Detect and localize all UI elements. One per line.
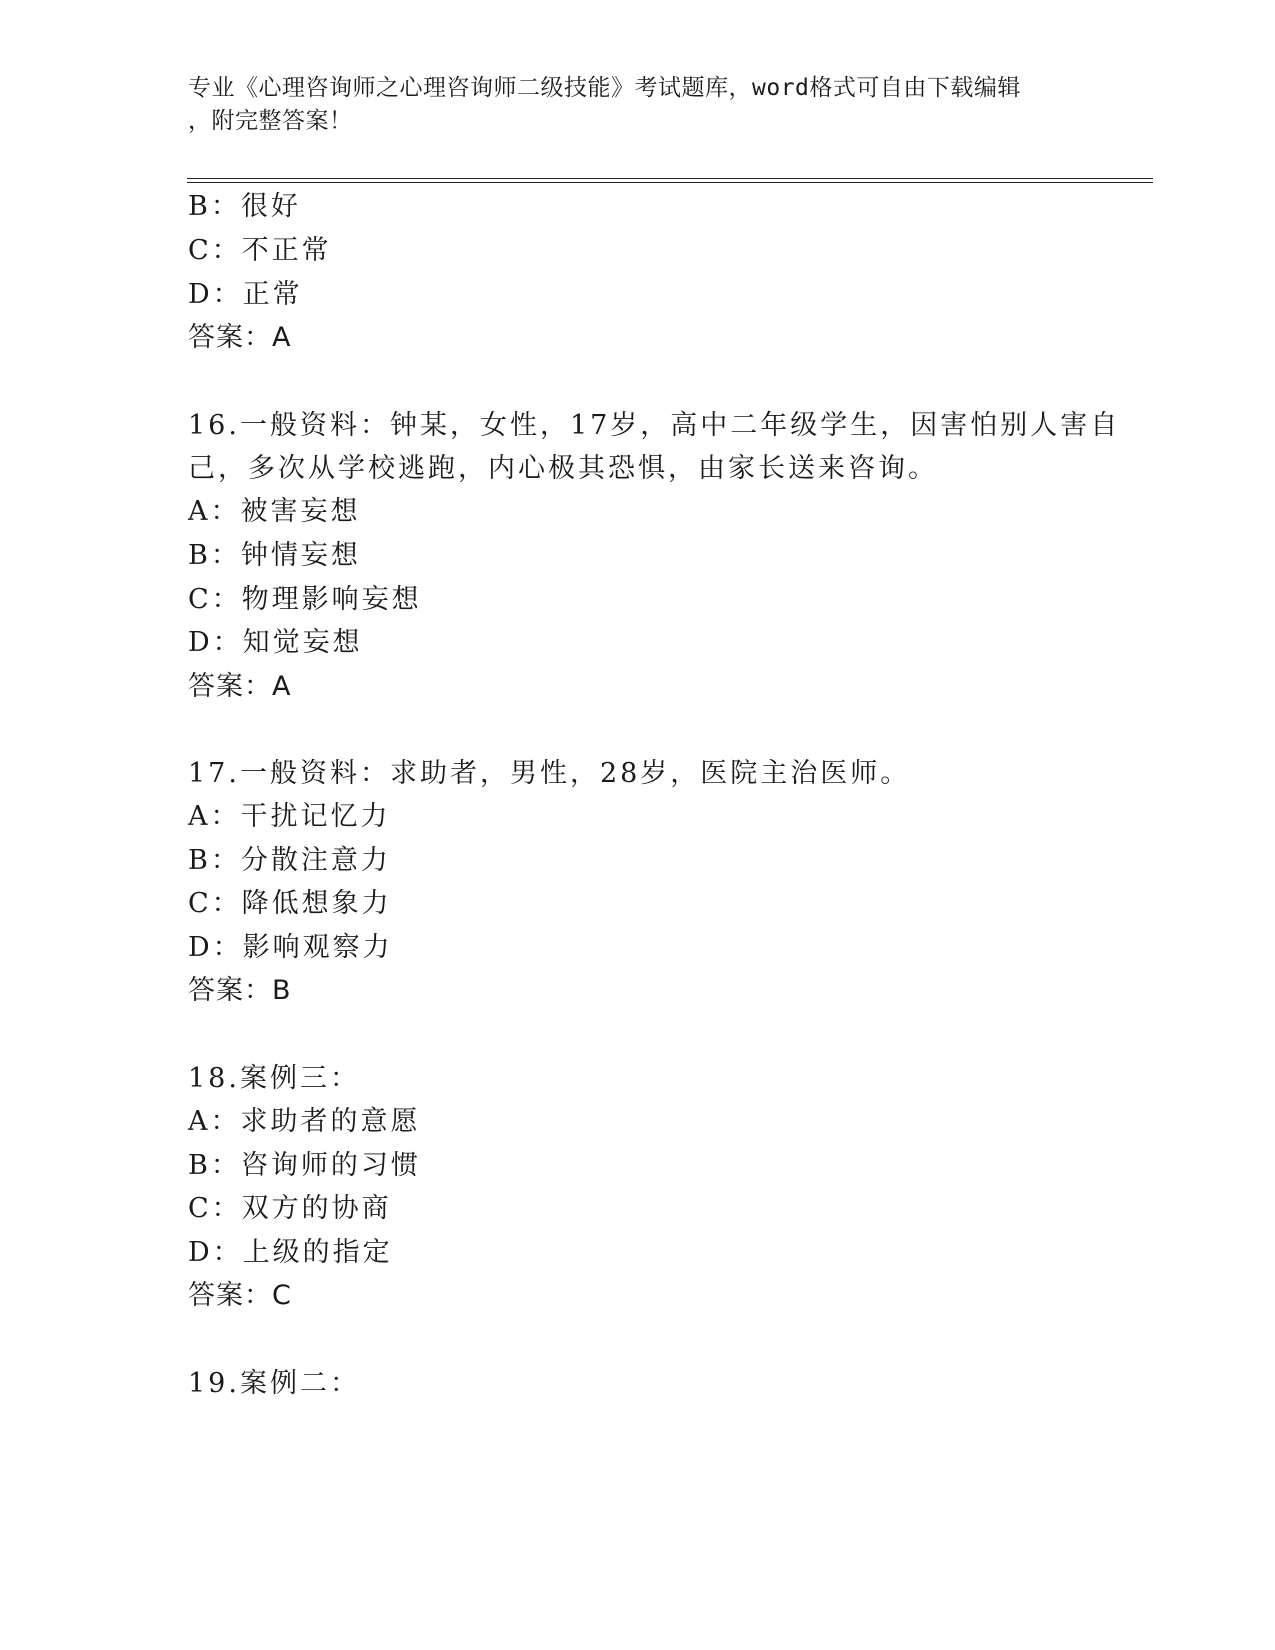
document-header	[188, 72, 1108, 138]
option-d: D：知觉妄想	[188, 627, 363, 658]
option-b: B：很好	[188, 191, 301, 222]
option-a: A：求助者的意愿	[188, 1106, 421, 1137]
header-divider-top	[187, 178, 1153, 179]
question-stem-continued: 己，多次从学校逃跑，内心极其恐惧，由家长送来咨询。	[188, 453, 938, 484]
header-line-2: ，附完整答案！	[188, 108, 353, 134]
option-d: D：上级的指定	[188, 1237, 393, 1268]
answer-line: 答案：B	[188, 975, 292, 1006]
option-d: D：正常	[188, 279, 303, 310]
option-b: B：分散注意力	[188, 845, 391, 876]
answer-line: 答案：A	[188, 671, 292, 702]
answer-line: 答案：A	[188, 322, 292, 353]
option-a: A：干扰记忆力	[188, 801, 391, 832]
question-stem: 18.案例三：	[188, 1063, 360, 1094]
option-c: C：降低想象力	[188, 888, 392, 919]
question-stem: 17.一般资料：求助者，男性，28岁，医院主治医师。	[188, 758, 911, 789]
answer-line: 答案：C	[188, 1280, 292, 1311]
option-b: B：钟情妄想	[188, 540, 361, 571]
question-stem: 19.案例二：	[188, 1368, 360, 1399]
header-divider-bottom	[187, 182, 1153, 183]
header-line-1: 专业《心理咨询师之心理咨询师二级技能》考试题库，word格式可自由下载编辑	[188, 75, 1021, 101]
option-a: A：被害妄想	[188, 496, 361, 527]
option-b: B：咨询师的习惯	[188, 1150, 421, 1181]
option-c: C：双方的协商	[188, 1193, 392, 1224]
option-c: C：物理影响妄想	[188, 584, 422, 615]
option-d: D：影响观察力	[188, 932, 393, 963]
option-c: C：不正常	[188, 235, 332, 266]
question-stem: 16.一般资料：钟某，女性，17岁，高中二年级学生，因害怕别人害自	[188, 410, 1121, 441]
